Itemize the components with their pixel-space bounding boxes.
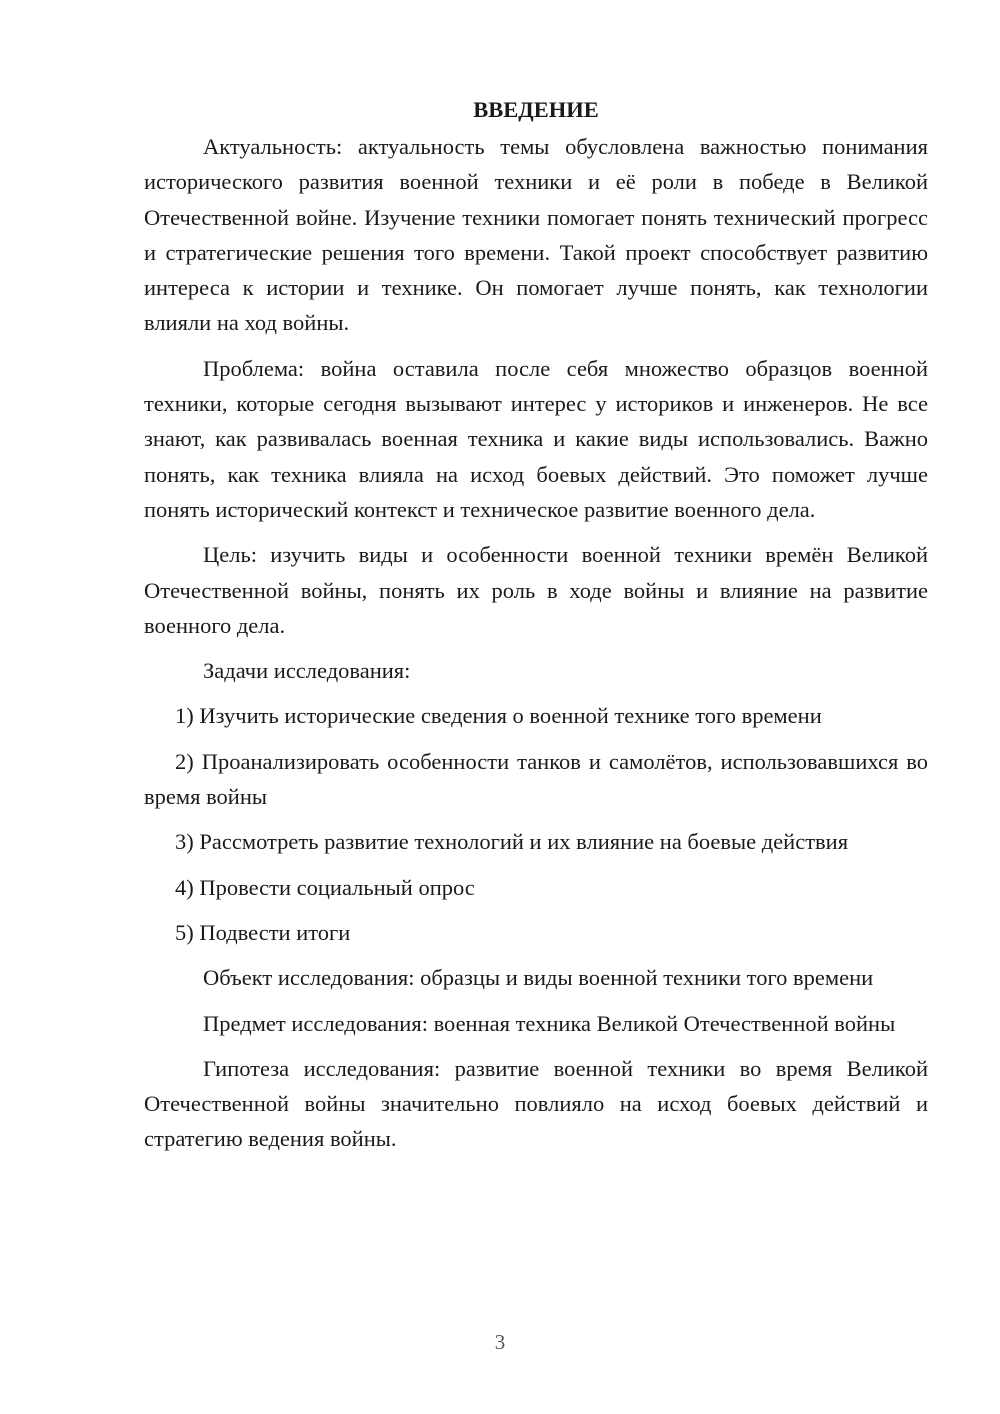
task-item-1: 1) Изучить исторические сведения о военной технике того времени [175,703,822,729]
paragraph-goal: Цель: изучить виды и особенности военной техники времён Великой Отечественной войны, понять их роль в ходе войны и влияние на развитие военного дела. [144,542,928,638]
paragraph-problem: Проблема: война оставила после себя множество образцов военной техники, которые сегодня вызывают интерес у историков и инженеров. Не все знают, как развивалась военная техника и какие виды использовались. Важно понять, как техника влияла на исход боевых действий. Это поможет лучше понять исторический контекст и техническое развитие военного дела. [144,355,928,522]
task-item-2: 2) Проанализировать особенности танков и самолётов, использовавшихся во время войны [144,748,928,810]
paragraph-subject: Предмет исследования: военная техника Великой Отечественной войны [203,1010,896,1036]
task-item-3: 3) Рассмотреть развитие технологий и их влияние на боевые действия [175,829,849,855]
paragraph-tasks-heading: Задачи исследования: [203,658,411,684]
section-title: ВВЕДЕНИЕ [473,97,599,122]
paragraph-hypothesis: Гипотеза исследования: развитие военной техники во время Великой Отечественной войны значительно повлияло на исход боевых действий и стратегию ведения войны. [144,1055,928,1152]
page-number: 3 [494,1330,506,1354]
paragraph-relevance: Актуальность: актуальность темы обусловлена важностью понимания исторического развития военной техники и её роли в победе в Великой Отечественной войне. Изучение техники помогает понять технический прогресс и стратегические решения того времени. Такой проект способствует развитию интереса к истории и технике. Он помогает лучше понять, как технологии влияли на ход войны. [144,134,928,336]
paragraph-object: Объект исследования: образцы и виды военной техники того времени [203,965,874,991]
task-item-5: 5) Подвести итоги [175,919,351,945]
task-item-4: 4) Провести социальный опрос [175,874,475,900]
page-content [144,92,928,1167]
